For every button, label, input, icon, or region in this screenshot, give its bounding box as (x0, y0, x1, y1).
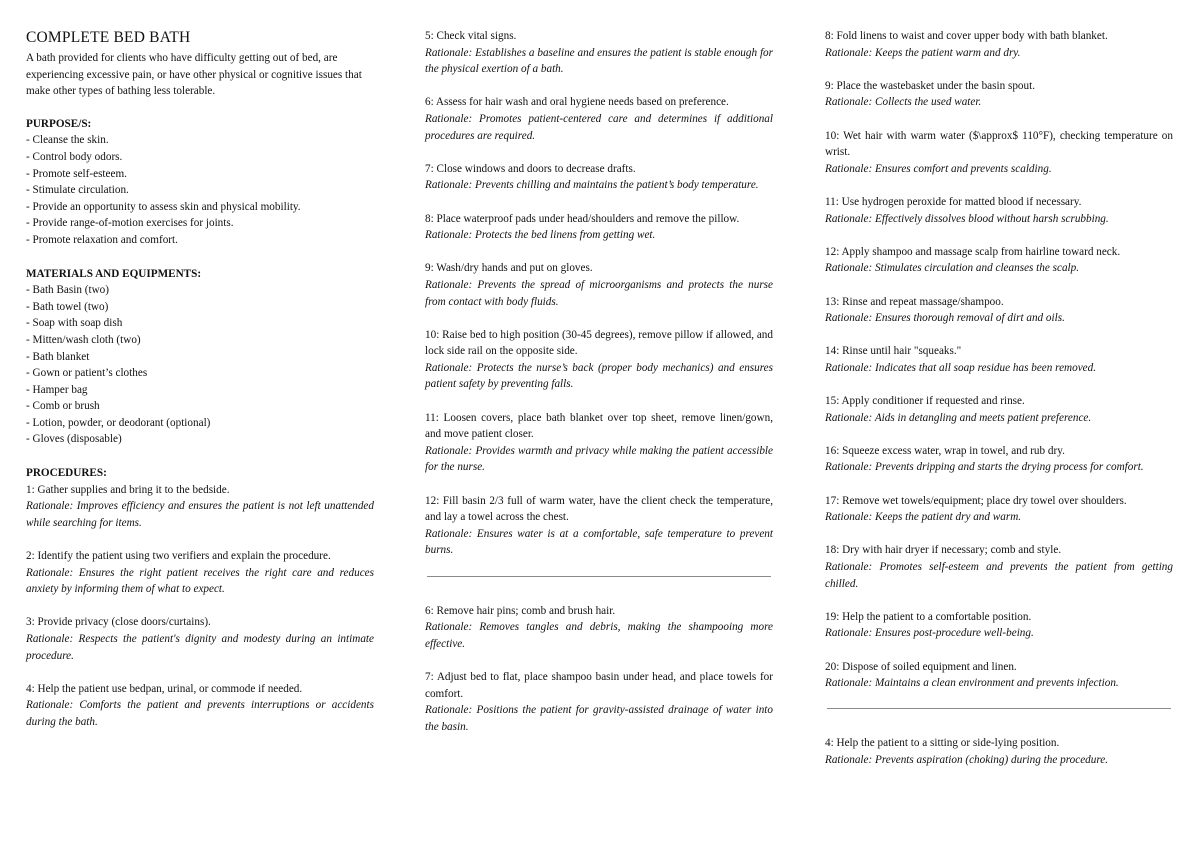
procedure-group-2 (425, 28, 773, 559)
rationale-text: Rationale: Indicates that all soap residue has been removed. (825, 361, 1097, 374)
step-text: 18: Dry with hair dryer if necessary; comb and style. (825, 544, 1062, 557)
step-text: 15: Apply conditioner if requested and rinse. (825, 395, 1025, 408)
procedure-step (825, 542, 1173, 592)
rationale-text: Rationale: Effectively dissolves blood without harsh scrubbing. (825, 212, 1109, 225)
procedure-step (425, 211, 773, 244)
step-text: 7: Adjust bed to flat, place shampoo basin under head, and place towels for comfort. (425, 670, 773, 700)
rationale-text: Rationale: Provides warmth and privacy while making the patient accessible for the nurse. (425, 444, 773, 474)
list-item: - Comb or brush (26, 400, 100, 413)
list-item: - Stimulate circulation. (26, 184, 129, 197)
list-item: - Hamper bag (26, 383, 88, 396)
step-text: 1: Gather supplies and bring it to the bedside. (26, 483, 230, 496)
step-text: 20: Dispose of soiled equipment and linen. (825, 660, 1017, 673)
procedure-step (425, 94, 773, 144)
list-item: - Cleanse the skin. (26, 134, 109, 147)
rationale-text: Rationale: Keeps the patient dry and warm. (825, 511, 1022, 524)
step-text: 11: Loosen covers, place bath blanket over top sheet, remove linen/gown, and move patient closer. (425, 411, 773, 441)
rationale-text: Rationale: Prevents chilling and maintains the patient’s body temperature. (425, 179, 759, 192)
rationale-text: Rationale: Improves efficiency and ensures the patient is not left unattended while searching for items. (26, 500, 374, 529)
procedure-step (26, 482, 374, 532)
procedure-step (425, 410, 773, 476)
step-text: 9: Wash/dry hands and put on gloves. (425, 262, 593, 275)
procedure-step (26, 681, 374, 731)
rationale-text: Rationale: Ensures thorough removal of dirt and oils. (825, 312, 1065, 325)
materials-heading: MATERIALS AND EQUIPMENTS: (26, 267, 202, 280)
purpose-list (26, 132, 374, 248)
rationale-text: Rationale: Ensures comfort and prevents scalding. (825, 162, 1052, 175)
rationale-text: Rationale: Ensures water is at a comfortable, safe temperature to prevent burns. (425, 527, 773, 557)
column-3 (825, 28, 1173, 785)
step-text: 5: Check vital signs. (425, 30, 517, 42)
procedure-step (425, 260, 773, 310)
list-item: - Promote self-esteem. (26, 167, 127, 180)
step-text: 12: Fill basin 2/3 full of warm water, have the client check the temperature, and lay a towel across the chest. (425, 494, 773, 524)
rationale-text: Rationale: Keeps the patient warm and dry. (825, 46, 1021, 59)
rationale-text: Rationale: Aids in detangling and meets patient preference. (825, 411, 1092, 424)
rationale-text: Rationale: Promotes self-esteem and prevents the patient from getting chilled. (825, 561, 1173, 590)
rationale-text: Rationale: Establishes a baseline and ensures the patient is stable enough for the physical exertion of a bath. (425, 46, 773, 76)
rationale-text: Rationale: Stimulates circulation and cleanses the scalp. (825, 262, 1080, 275)
list-item: - Soap with soap dish (26, 317, 123, 330)
section-divider (827, 708, 1171, 709)
list-item: - Bath Basin (two) (26, 284, 109, 297)
rationale-text: Rationale: Protects the nurse’s back (proper body mechanics) and ensures patient safety by preventing falls. (425, 361, 773, 391)
procedure-step (825, 194, 1173, 227)
procedure-step (425, 669, 773, 735)
section-divider (427, 576, 771, 577)
rationale-text: Rationale: Maintains a clean environment and prevents infection. (825, 677, 1119, 690)
list-item: - Provide an opportunity to assess skin and physical mobility. (26, 200, 301, 213)
procedure-step (825, 294, 1173, 327)
procedure-step (825, 28, 1173, 61)
step-text: 8: Fold linens to waist and cover upper body with bath blanket. (825, 30, 1108, 42)
step-text: 4: Help the patient to a sitting or side-lying position. (825, 737, 1060, 750)
procedure-group-1 (26, 482, 374, 731)
procedure-step (425, 161, 773, 194)
rationale-text: Rationale: Comforts the patient and prevents interruptions or accidents during the bath. (26, 699, 374, 728)
procedure-step (825, 128, 1173, 178)
rationale-text: Rationale: Prevents aspiration (choking) during the procedure. (825, 753, 1109, 766)
procedure-group-4 (825, 28, 1173, 692)
procedure-group-3 (425, 603, 773, 736)
step-text: 9: Place the wastebasket under the basin spout. (825, 79, 1036, 92)
step-text: 19: Help the patient to a comfortable position. (825, 610, 1032, 623)
procedure-step (825, 443, 1173, 476)
list-item: - Lotion, powder, or deodorant (optional) (26, 416, 211, 429)
rationale-text: Rationale: Respects the patient's dignity and modesty during an intimate procedure. (26, 633, 374, 662)
step-text: 13: Rinse and repeat massage/shampoo. (825, 295, 1004, 308)
step-text: 3: Provide privacy (close doors/curtains). (26, 616, 211, 629)
step-text: 8: Place waterproof pads under head/shoulders and remove the pillow. (425, 212, 740, 225)
procedure-step (825, 659, 1173, 692)
list-item: - Gloves (disposable) (26, 433, 122, 446)
list-item: - Bath blanket (26, 350, 90, 363)
procedure-step (26, 548, 374, 598)
procedure-step (425, 28, 773, 78)
step-text: 4: Help the patient use bedpan, urinal, or commode if needed. (26, 682, 303, 695)
procedure-step (425, 327, 773, 393)
step-text: 14: Rinse until hair "squeaks." (825, 345, 962, 358)
step-text: 11: Use hydrogen peroxide for matted blood if necessary. (825, 195, 1082, 208)
procedure-step (825, 393, 1173, 426)
procedure-step (26, 614, 374, 664)
procedures-heading: PROCEDURES: (26, 467, 107, 480)
rationale-text: Rationale: Promotes patient-centered care and determines if additional procedures are required. (425, 112, 773, 142)
rationale-text: Rationale: Protects the bed linens from getting wet. (425, 229, 656, 242)
procedure-group-5 (825, 735, 1173, 768)
column-2 (425, 28, 773, 752)
rationale-text: Rationale: Prevents dripping and starts the drying process for comfort. (825, 461, 1144, 474)
step-text: 16: Squeeze excess water, wrap in towel, and rub dry. (825, 444, 1065, 457)
list-item: - Mitten/wash cloth (two) (26, 333, 141, 346)
document-title: COMPLETE BED BATH (26, 29, 191, 46)
materials-list (26, 282, 374, 448)
procedure-step (425, 603, 773, 653)
step-text: 17: Remove wet towels/equipment; place dry towel over shoulders. (825, 494, 1127, 507)
procedure-step (825, 244, 1173, 277)
procedure-step (825, 609, 1173, 642)
procedure-step (825, 343, 1173, 376)
procedure-step (825, 78, 1173, 111)
list-item: - Bath towel (two) (26, 300, 109, 313)
list-item: - Promote relaxation and comfort. (26, 233, 178, 246)
rationale-text: Rationale: Collects the used water. (825, 96, 982, 109)
purpose-heading: PURPOSE/S: (26, 117, 92, 130)
procedure-step (825, 735, 1173, 768)
list-item: - Gown or patient’s clothes (26, 367, 148, 380)
rationale-text: Rationale: Ensures post-procedure well-being. (825, 627, 1034, 640)
rationale-text: Rationale: Prevents the spread of microorganisms and protects the nurse from contact with body fluids. (425, 278, 773, 308)
list-item: - Control body odors. (26, 150, 123, 163)
step-text: 12: Apply shampoo and massage scalp from hairline toward neck. (825, 245, 1121, 258)
step-text: 7: Close windows and doors to decrease drafts. (425, 162, 636, 175)
rationale-text: Rationale: Ensures the right patient receives the right care and reduces anxiety by informing them of what to expect. (26, 566, 374, 596)
step-text: 10: Wet hair with warm water ($\approx$ 110°F), checking temperature on wrist. (825, 129, 1173, 159)
procedure-step (825, 493, 1173, 526)
list-item: - Provide range-of-motion exercises for joints. (26, 217, 234, 230)
rationale-text: Rationale: Positions the patient for gravity-assisted drainage of water into the basin. (425, 704, 773, 733)
step-text: 10: Raise bed to high position (30-45 degrees), remove pillow if allowed, and lock side rail on the opposite side. (425, 328, 773, 358)
step-text: 6: Assess for hair wash and oral hygiene needs based on preference. (425, 96, 729, 109)
step-text: 6: Remove hair pins; comb and brush hair. (425, 604, 616, 617)
column-1 (26, 28, 374, 747)
intro-paragraph: A bath provided for clients who have difficulty getting out of bed, are experiencing excessive pain, or have other physical or cognitive issues that make other types of bathing less tolerable. (26, 52, 362, 98)
step-text: 2: Identify the patient using two verifiers and explain the procedure. (26, 550, 331, 563)
rationale-text: Rationale: Removes tangles and debris, making the shampooing more effective. (425, 621, 773, 650)
procedure-step (425, 493, 773, 559)
